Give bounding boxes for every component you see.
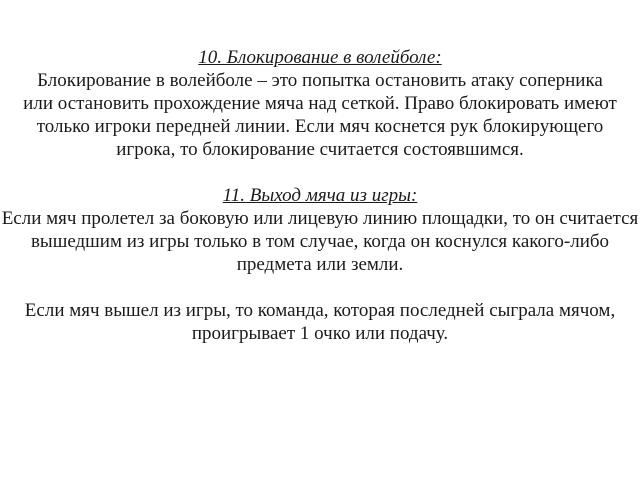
out-of-play-penalty-paragraph: Если мяч вышел из игры, то команда, которая последней сыграла мячом, проигрывает 1 очко или подачу. <box>24 300 616 344</box>
out-of-play-heading: 11. Выход мяча из игры: <box>222 185 418 206</box>
blocking-paragraph: Блокирование в волейболе – это попытка остановить атаку соперника или остановить прохождение мяча над сеткой. Право блокировать имеют только игроки передней линии. Если мяч коснется рук блокирующего игрока, то блокирование считается состоявшимся. <box>23 70 617 160</box>
section-out-of-play <box>0 184 640 276</box>
section-blocking <box>20 46 620 161</box>
out-of-play-paragraph: Если мяч пролетел за боковую или лицевую линию площадки, то он считается вышедшим из игры только в том случае, когда он коснулся какого-либо предмета или земли. <box>1 208 639 275</box>
section-out-of-play-penalty <box>10 299 630 345</box>
blocking-heading: 10. Блокирование в волейболе: <box>198 47 442 68</box>
